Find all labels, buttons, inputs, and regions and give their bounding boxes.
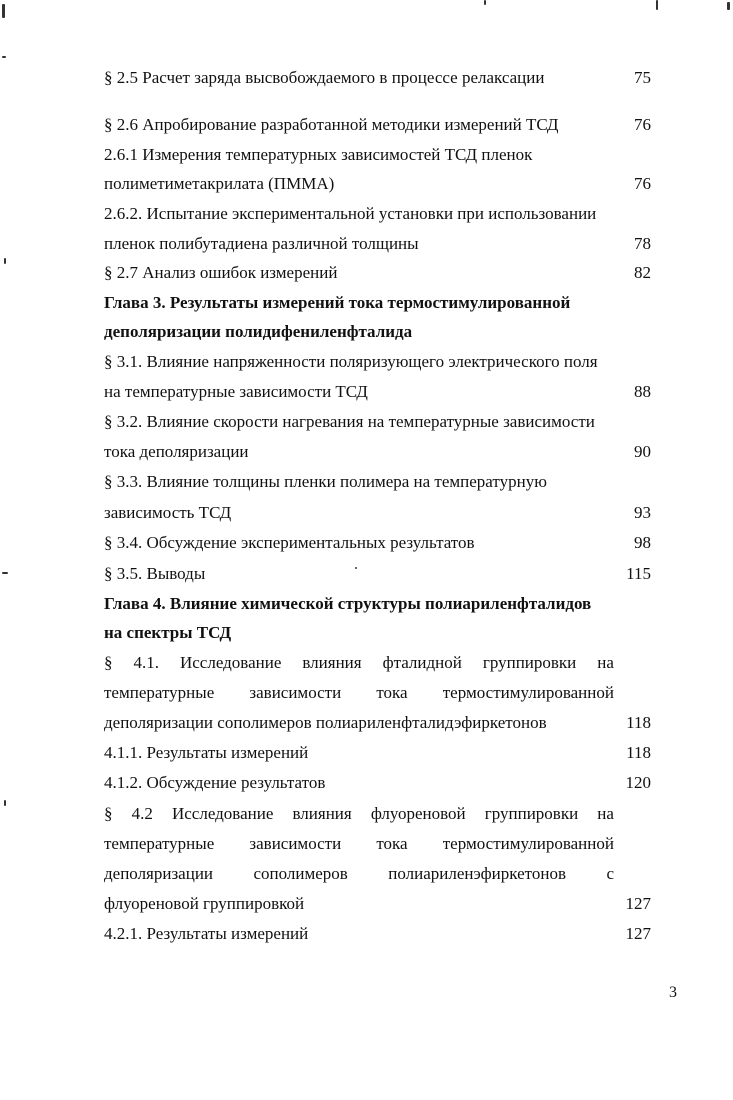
toc-entry-2-6-1 — [104, 143, 651, 167]
toc-word: зависимости — [249, 834, 342, 853]
toc-word: 4.2 — [131, 804, 153, 823]
toc-entry-page: 90 — [634, 442, 651, 461]
toc-chapter-4-heading — [104, 592, 651, 616]
toc-word: § — [104, 653, 113, 672]
toc-entry-title: § 3.2. Влияние скорости нагревания на температурные зависимости — [104, 412, 595, 431]
toc-entry-3-1 — [104, 350, 651, 374]
toc-word: влияния — [302, 653, 362, 672]
toc-entry-title — [104, 681, 614, 705]
toc-entry-page: 118 — [626, 743, 651, 762]
toc-entry-page: 127 — [625, 924, 651, 943]
toc-entry-page: 82 — [634, 263, 651, 282]
toc-entry-page: 118 — [626, 713, 651, 732]
toc-entry-title: 4.1.2. Обсуждение результатов — [104, 773, 326, 792]
toc-entry-page: 120 — [625, 773, 651, 792]
scan-speck — [727, 2, 730, 10]
toc-entry-4-2 — [104, 802, 651, 826]
toc-entry-title: § 3.1. Влияние напряженности поляризующего электрического поля — [104, 352, 598, 371]
toc-chapter-3-heading — [104, 291, 651, 315]
toc-chapter-3-heading-cont — [104, 320, 651, 344]
toc-entry-title: § 3.3. Влияние толщины пленки полимера на температурную — [104, 472, 547, 491]
toc-entry-page: 88 — [634, 382, 651, 401]
toc-entry-title: на спектры ТСД — [104, 623, 232, 642]
toc-entry-4-1-2 — [104, 771, 651, 795]
toc-entry-4-1-cont — [104, 681, 651, 705]
scan-speck — [2, 56, 6, 58]
toc-word: 4.1. — [133, 653, 159, 672]
toc-entry-page: 76 — [634, 115, 651, 134]
toc-entry-title: на температурные зависимости ТСД — [104, 382, 368, 401]
toc-entry-title: 4.2.1. Результаты измерений — [104, 924, 309, 943]
toc-entry-2-5 — [104, 66, 651, 90]
toc-word: температурные — [104, 683, 215, 702]
toc-entry-4-2-cont-3 — [104, 892, 651, 916]
toc-entry-4-2-cont — [104, 832, 651, 856]
toc-entry-2-7 — [104, 261, 651, 285]
toc-word: деполяризации — [104, 864, 214, 883]
toc-entry-title: пленок полибутадиена различной толщины — [104, 234, 419, 253]
toc-entry-title: § 2.5 Расчет заряда высвобождаемого в процессе релаксации — [104, 68, 545, 87]
scan-speck — [355, 567, 357, 569]
scan-speck — [2, 4, 5, 18]
toc-word: флуореновой — [370, 804, 466, 823]
toc-entry-3-2 — [104, 410, 651, 434]
toc-entry-3-2-cont — [104, 440, 651, 464]
toc-entry-page: 76 — [634, 174, 651, 193]
toc-entry-title: § 2.7 Анализ ошибок измерений — [104, 263, 338, 282]
toc-word: температурные — [104, 834, 215, 853]
toc-word: на — [597, 804, 614, 823]
scan-speck — [4, 258, 6, 264]
toc-entry-title — [104, 802, 614, 826]
toc-entry-page: 75 — [634, 68, 651, 87]
scan-speck — [2, 572, 8, 574]
toc-word: термостимулированной — [442, 683, 614, 702]
toc-entry-title: флуореновой группировкой — [104, 894, 305, 913]
toc-entry-title: деполяризации сополимеров полиариленфталидэфиркетонов — [104, 713, 547, 732]
toc-entry-title: § 3.4. Обсуждение экспериментальных результатов — [104, 533, 475, 552]
toc-entry-title: полиметиметакрилата (ПММА) — [104, 174, 335, 193]
toc-word: § — [104, 804, 113, 823]
toc-entry-title — [104, 862, 614, 886]
toc-entry-4-1-cont-2 — [104, 711, 651, 735]
toc-entry-title: 2.6.1 Измерения температурных зависимостей ТСД пленок — [104, 145, 533, 164]
page-number: 3 — [669, 984, 677, 1001]
toc-entry-4-1-1 — [104, 741, 651, 765]
toc-word: группировки — [484, 804, 579, 823]
toc-word: влияния — [292, 804, 352, 823]
toc-entry-3-5 — [104, 562, 651, 586]
toc-entry-page: 93 — [634, 503, 651, 522]
toc-entry-4-2-cont-2 — [104, 862, 651, 886]
toc-word: сополимеров — [253, 864, 348, 883]
toc-entry-title: тока деполяризации — [104, 442, 249, 461]
toc-entry-title: 4.1.1. Результаты измерений — [104, 743, 309, 762]
toc-word: полиариленэфиркетонов — [388, 864, 566, 883]
toc-entry-2-6-2-cont — [104, 232, 651, 256]
toc-entry-2-6 — [104, 113, 651, 137]
toc-entry-title: Глава 3. Результаты измерений тока термостимулированной — [104, 293, 571, 312]
scan-speck — [484, 0, 486, 5]
scan-speck — [4, 800, 6, 806]
toc-word: фталидной — [382, 653, 462, 672]
toc-entry-4-1 — [104, 651, 651, 675]
toc-entry-page: 78 — [634, 234, 651, 253]
scan-speck — [656, 0, 658, 10]
toc-entry-page: 127 — [625, 894, 651, 913]
toc-entry-title: 2.6.2. Испытание экспериментальной установки при использовании — [104, 204, 597, 223]
toc-entry-title: зависимость ТСД — [104, 503, 232, 522]
toc-entry-3-1-cont — [104, 380, 651, 404]
toc-entry-4-2-1 — [104, 922, 651, 946]
toc-entry-title: деполяризации полидифениленфталида — [104, 322, 413, 341]
toc-entry-2-6-2 — [104, 202, 651, 226]
toc-entry-3-3-cont — [104, 501, 651, 525]
toc-entry-title: Глава 4. Влияние химической структуры полиариленфталидов — [104, 594, 592, 613]
toc-entry-title: § 2.6 Апробирование разработанной методики измерений ТСД — [104, 115, 559, 134]
toc-word: с — [606, 864, 614, 883]
toc-entry-2-6-1-cont — [104, 172, 651, 196]
toc-word: Исследование — [179, 653, 282, 672]
toc-word: на — [597, 653, 614, 672]
toc-word: термостимулированной — [442, 834, 614, 853]
toc-entry-title — [104, 832, 614, 856]
toc-entry-page: 115 — [626, 564, 651, 583]
toc-word: зависимости — [249, 683, 342, 702]
toc-entry-3-4 — [104, 531, 651, 555]
toc-entry-title — [104, 651, 614, 675]
toc-entry-page: 98 — [634, 533, 651, 552]
toc-entry-3-3 — [104, 470, 651, 494]
toc-word: тока — [376, 683, 408, 702]
toc-word: тока — [376, 834, 408, 853]
toc-word: Исследование — [171, 804, 274, 823]
toc-word: группировки — [482, 653, 577, 672]
toc-chapter-4-heading-cont — [104, 621, 651, 645]
toc-entry-title: § 3.5. Выводы — [104, 564, 206, 583]
